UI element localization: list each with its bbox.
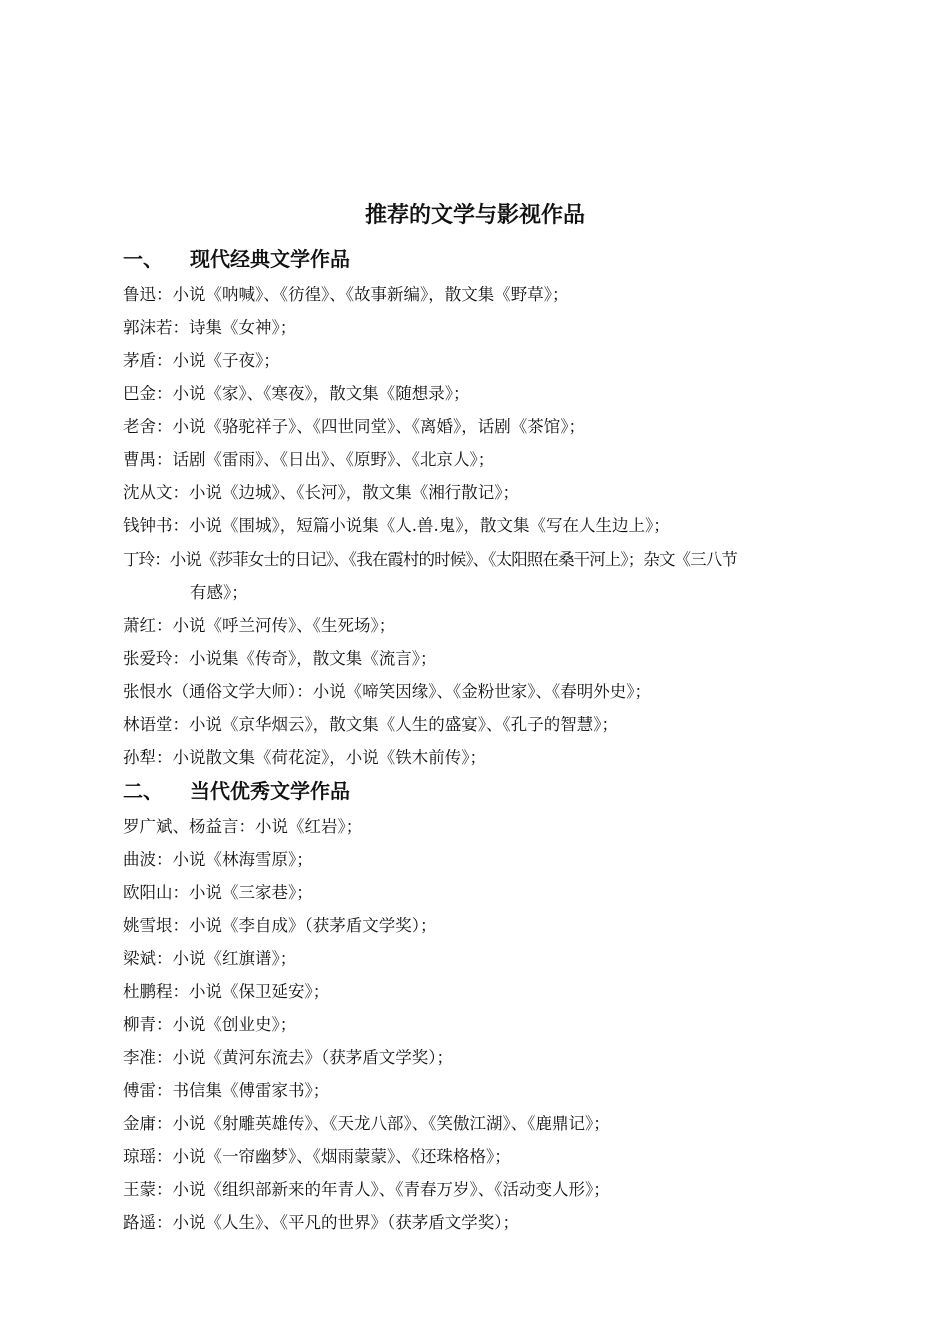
list-item: 巴金：小说《家》、《寒夜》，散文集《随想录》； [123,384,470,403]
list-item: 孙犁：小说散文集《荷花淀》，小说《铁木前传》； [123,748,486,767]
list-item-continuation: 有感》； [190,583,248,602]
list-item: 丁玲：小说《莎菲女士的日记》、《我在霞村的时候》、《太阳照在桑干河上》；杂文《三八节 [123,550,737,569]
list-item: 钱钟书：小说《围城》，短篇小说集《人.兽.鬼》，散文集《写在人生边上》； [123,516,670,535]
list-item: 梁斌：小说《红旗谱》； [123,949,297,968]
list-item: 曹禺：话剧《雷雨》、《日出》、《原野》、《北京人》； [123,450,495,469]
section-heading [123,775,843,808]
list-item: 林语堂：小说《京华烟云》，散文集《人生的盛宴》、《孔子的智慧》； [123,715,618,734]
list-item: 萧红：小说《呼兰河传》、《生死场》； [123,616,396,635]
list-item: 李准：小说《黄河东流去》（获茅盾文学奖）； [123,1048,453,1067]
list-item: 沈从文：小说《边城》、《长河》，散文集《湘行散记》； [123,483,519,502]
list-item: 琼瑶：小说《一帘幽梦》、《烟雨蒙蒙》、《还珠格格》； [123,1147,511,1166]
section-number: 二、 [123,779,163,803]
list-item: 张恨水（通俗文学大师）：小说《啼笑因缘》、《金粉世家》、《春明外史》； [123,682,651,701]
list-item: 郭沫若：诗集《女神》； [123,318,297,337]
list-item: 路遥：小说《人生》、《平凡的世界》（获茅盾文学奖）； [123,1213,519,1232]
section-title: 当代优秀文学作品 [190,779,350,803]
section-number: 一、 [123,247,163,271]
list-item: 鲁迅：小说《呐喊》、《彷徨》、《故事新编》，散文集《野草》； [123,285,569,304]
list-item: 傅雷：书信集《傅雷家书》； [123,1081,330,1100]
list-item: 老舍：小说《骆驼祥子》、《四世同堂》、《离婚》，话剧《茶馆》； [123,417,585,436]
section-heading [123,243,843,276]
list-item: 王蒙：小说《组织部新来的年青人》、《青春万岁》、《活动变人形》； [123,1180,610,1199]
list-item: 罗广斌、杨益言：小说《红岩》； [123,817,363,836]
list-item: 茅盾：小说《子夜》； [123,351,280,370]
list-item: 欧阳山：小说《三家巷》； [123,883,313,902]
list-item: 曲波：小说《林海雪原》； [123,850,313,869]
list-item: 柳青：小说《创业史》； [123,1015,297,1034]
list-item: 姚雪垠：小说《李自成》（获茅盾文学奖）； [123,916,437,935]
list-item: 杜鹏程：小说《保卫延安》； [123,982,330,1001]
list-item: 金庸：小说《射雕英雄传》、《天龙八部》、《笑傲江湖》、《鹿鼎记》； [123,1114,610,1133]
list-item: 张爱玲：小说集《传奇》，散文集《流言》； [123,649,437,668]
page-title: 推荐的文学与影视作品 [364,203,585,228]
section-title: 现代经典文学作品 [190,247,350,271]
